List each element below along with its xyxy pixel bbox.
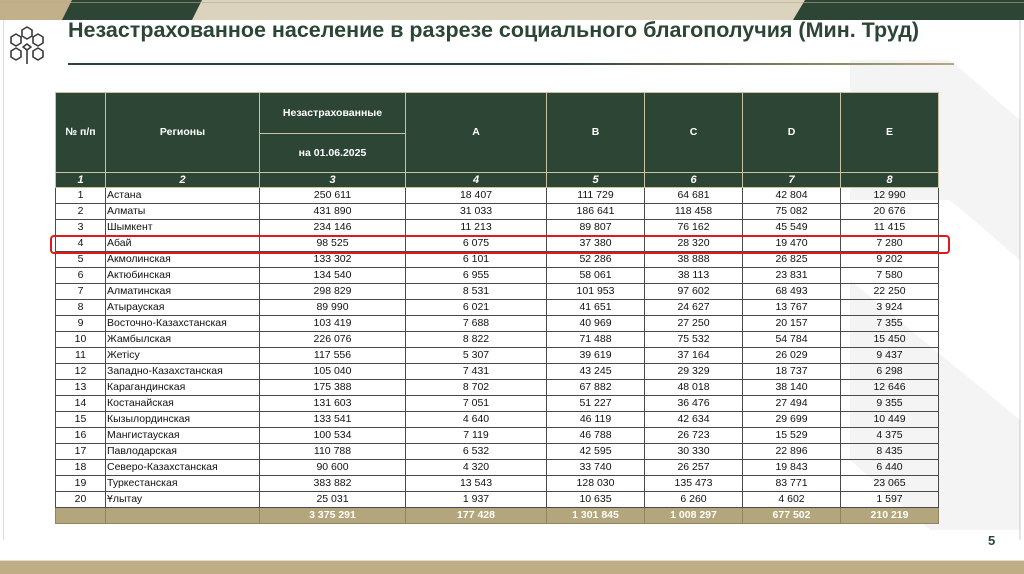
row-col-d: 23 831 <box>743 268 841 284</box>
row-number: 14 <box>56 396 106 412</box>
table-row <box>56 284 939 300</box>
table-row <box>56 444 939 460</box>
row-region: Абай <box>106 236 260 252</box>
row-region: Алматы <box>106 204 260 220</box>
row-col-b: 41 651 <box>547 300 645 316</box>
row-number: 17 <box>56 444 106 460</box>
row-col-c: 37 164 <box>645 348 743 364</box>
header-col-b: B <box>547 93 645 173</box>
row-uninsured-total: 89 990 <box>260 300 406 316</box>
col-index: 2 <box>106 173 260 188</box>
top-band-gold <box>0 0 72 20</box>
table-row <box>56 476 939 492</box>
row-col-c: 64 681 <box>645 188 743 204</box>
row-uninsured-total: 98 525 <box>260 236 406 252</box>
header-region: Регионы <box>106 93 260 173</box>
row-region: Жетісу <box>106 348 260 364</box>
row-col-b: 52 286 <box>547 252 645 268</box>
table-row <box>56 252 939 268</box>
header-uninsured-title: Незастрахованные <box>260 93 406 134</box>
ministry-logo-icon <box>8 22 46 66</box>
row-col-e: 20 676 <box>841 204 939 220</box>
left-border-rule <box>3 20 4 540</box>
row-number: 10 <box>56 332 106 348</box>
row-region: Атырауская <box>106 300 260 316</box>
row-col-a: 13 543 <box>406 476 547 492</box>
row-col-e: 22 250 <box>841 284 939 300</box>
row-number: 15 <box>56 412 106 428</box>
table-row <box>56 268 939 284</box>
row-col-a: 7 051 <box>406 396 547 412</box>
row-col-b: 89 807 <box>547 220 645 236</box>
table-row <box>56 204 939 220</box>
row-number: 19 <box>56 476 106 492</box>
row-col-a: 1 937 <box>406 492 547 508</box>
total-row-col-e: 210 219 <box>841 508 939 524</box>
row-col-c: 6 260 <box>645 492 743 508</box>
row-col-e: 12 990 <box>841 188 939 204</box>
row-col-c: 38 888 <box>645 252 743 268</box>
row-col-c: 29 329 <box>645 364 743 380</box>
row-col-d: 29 699 <box>743 412 841 428</box>
header-col-d: D <box>743 93 841 173</box>
row-col-d: 4 602 <box>743 492 841 508</box>
row-number: 16 <box>56 428 106 444</box>
row-uninsured-total: 383 882 <box>260 476 406 492</box>
col-index: 8 <box>841 173 939 188</box>
row-number: 11 <box>56 348 106 364</box>
row-col-a: 6 532 <box>406 444 547 460</box>
row-region: Астана <box>106 188 260 204</box>
row-uninsured-total: 131 603 <box>260 396 406 412</box>
row-col-b: 186 641 <box>547 204 645 220</box>
row-col-d: 19 470 <box>743 236 841 252</box>
table-row <box>56 492 939 508</box>
row-uninsured-total: 134 540 <box>260 268 406 284</box>
row-col-d: 26 029 <box>743 348 841 364</box>
row-col-a: 4 320 <box>406 460 547 476</box>
table-row <box>56 348 939 364</box>
row-col-c: 28 320 <box>645 236 743 252</box>
row-col-c: 30 330 <box>645 444 743 460</box>
row-col-c: 24 627 <box>645 300 743 316</box>
uninsured-population-table <box>55 92 939 524</box>
table-row <box>56 428 939 444</box>
row-col-a: 7 119 <box>406 428 547 444</box>
row-col-d: 19 843 <box>743 460 841 476</box>
row-col-c: 97 602 <box>645 284 743 300</box>
row-col-e: 8 435 <box>841 444 939 460</box>
row-col-e: 4 375 <box>841 428 939 444</box>
row-uninsured-total: 25 031 <box>260 492 406 508</box>
table-row <box>56 332 939 348</box>
row-col-d: 13 767 <box>743 300 841 316</box>
row-region: Алматинская <box>106 284 260 300</box>
row-number: 3 <box>56 220 106 236</box>
row-col-b: 40 969 <box>547 316 645 332</box>
row-uninsured-total: 90 600 <box>260 460 406 476</box>
row-number: 7 <box>56 284 106 300</box>
bottom-band-highlight <box>0 560 1024 561</box>
row-col-b: 37 380 <box>547 236 645 252</box>
row-col-d: 54 784 <box>743 332 841 348</box>
row-col-a: 8 822 <box>406 332 547 348</box>
bottom-decorative-band <box>0 560 1024 574</box>
row-number: 9 <box>56 316 106 332</box>
row-col-e: 11 415 <box>841 220 939 236</box>
row-col-e: 7 280 <box>841 236 939 252</box>
row-uninsured-total: 133 302 <box>260 252 406 268</box>
table-row <box>56 300 939 316</box>
row-col-a: 6 101 <box>406 252 547 268</box>
row-col-a: 18 407 <box>406 188 547 204</box>
row-col-d: 83 771 <box>743 476 841 492</box>
row-col-c: 38 113 <box>645 268 743 284</box>
table-row <box>56 412 939 428</box>
table-row <box>56 188 939 204</box>
row-uninsured-total: 100 534 <box>260 428 406 444</box>
title-underline <box>68 63 954 65</box>
row-region: Карагандинская <box>106 380 260 396</box>
row-uninsured-total: 103 419 <box>260 316 406 332</box>
row-col-d: 18 737 <box>743 364 841 380</box>
row-region: Жамбылская <box>106 332 260 348</box>
row-col-b: 128 030 <box>547 476 645 492</box>
row-col-d: 27 494 <box>743 396 841 412</box>
table-row <box>56 396 939 412</box>
row-col-e: 1 597 <box>841 492 939 508</box>
row-col-d: 22 896 <box>743 444 841 460</box>
totals-row <box>56 508 939 524</box>
row-col-a: 8 702 <box>406 380 547 396</box>
row-col-b: 58 061 <box>547 268 645 284</box>
row-number: 20 <box>56 492 106 508</box>
row-col-a: 11 213 <box>406 220 547 236</box>
row-col-c: 36 476 <box>645 396 743 412</box>
total-row-uninsured-total: 3 375 291 <box>260 508 406 524</box>
row-col-e: 15 450 <box>841 332 939 348</box>
col-index: 4 <box>406 173 547 188</box>
row-number: 2 <box>56 204 106 220</box>
row-col-e: 9 437 <box>841 348 939 364</box>
row-region: Западно-Казахстанская <box>106 364 260 380</box>
row-uninsured-total: 110 788 <box>260 444 406 460</box>
row-uninsured-total: 117 556 <box>260 348 406 364</box>
row-col-b: 43 245 <box>547 364 645 380</box>
row-uninsured-total: 175 388 <box>260 380 406 396</box>
row-col-e: 6 440 <box>841 460 939 476</box>
row-col-a: 5 307 <box>406 348 547 364</box>
row-uninsured-total: 431 890 <box>260 204 406 220</box>
row-uninsured-total: 105 040 <box>260 364 406 380</box>
row-col-c: 26 257 <box>645 460 743 476</box>
row-col-a: 6 075 <box>406 236 547 252</box>
row-uninsured-total: 298 829 <box>260 284 406 300</box>
row-col-d: 45 549 <box>743 220 841 236</box>
row-region: Акмолинская <box>106 252 260 268</box>
table-row <box>56 460 939 476</box>
row-uninsured-total: 133 541 <box>260 412 406 428</box>
row-col-d: 20 157 <box>743 316 841 332</box>
row-col-b: 46 788 <box>547 428 645 444</box>
col-index: 5 <box>547 173 645 188</box>
row-uninsured-total: 226 076 <box>260 332 406 348</box>
row-region: Павлодарская <box>106 444 260 460</box>
row-col-d: 42 804 <box>743 188 841 204</box>
total-row-col-a: 177 428 <box>406 508 547 524</box>
row-col-e: 10 449 <box>841 412 939 428</box>
row-col-a: 6 955 <box>406 268 547 284</box>
row-col-c: 75 532 <box>645 332 743 348</box>
row-region: Северо-Казахстанская <box>106 460 260 476</box>
row-col-b: 33 740 <box>547 460 645 476</box>
row-col-a: 7 688 <box>406 316 547 332</box>
col-index: 6 <box>645 173 743 188</box>
row-col-e: 6 298 <box>841 364 939 380</box>
total-row-col-d: 677 502 <box>743 508 841 524</box>
table-row <box>56 236 939 252</box>
top-band-line <box>0 2 1024 3</box>
row-col-b: 111 729 <box>547 188 645 204</box>
row-col-b: 46 119 <box>547 412 645 428</box>
header-col-a: A <box>406 93 547 173</box>
row-col-e: 3 924 <box>841 300 939 316</box>
row-region: Кызылординская <box>106 412 260 428</box>
row-region: Туркестанская <box>106 476 260 492</box>
row-col-d: 68 493 <box>743 284 841 300</box>
row-col-d: 15 529 <box>743 428 841 444</box>
row-col-e: 12 646 <box>841 380 939 396</box>
row-col-e: 9 202 <box>841 252 939 268</box>
row-uninsured-total: 234 146 <box>260 220 406 236</box>
row-number: 8 <box>56 300 106 316</box>
page-number: 5 <box>988 533 996 548</box>
row-col-c: 48 018 <box>645 380 743 396</box>
row-number: 4 <box>56 236 106 252</box>
total-row-col-b: 1 301 845 <box>547 508 645 524</box>
slide-title: Незастрахованное население в разрезе социального благополучия (Мин. Труд) <box>68 18 920 42</box>
table-row <box>56 380 939 396</box>
row-number: 1 <box>56 188 106 204</box>
row-col-d: 75 082 <box>743 204 841 220</box>
header-col-e: E <box>841 93 939 173</box>
col-index: 1 <box>56 173 106 188</box>
row-col-e: 9 355 <box>841 396 939 412</box>
row-col-a: 7 431 <box>406 364 547 380</box>
row-col-e: 7 355 <box>841 316 939 332</box>
row-col-c: 135 473 <box>645 476 743 492</box>
row-region: Костанайская <box>106 396 260 412</box>
row-col-b: 71 488 <box>547 332 645 348</box>
row-col-b: 39 619 <box>547 348 645 364</box>
row-col-b: 51 227 <box>547 396 645 412</box>
row-col-d: 38 140 <box>743 380 841 396</box>
column-index-row <box>56 173 939 188</box>
total-row-number <box>56 508 106 524</box>
row-region: Актюбинская <box>106 268 260 284</box>
row-region: Мангистауская <box>106 428 260 444</box>
table-row <box>56 316 939 332</box>
row-col-c: 118 458 <box>645 204 743 220</box>
row-region: Ұлытау <box>106 492 260 508</box>
col-index: 7 <box>743 173 841 188</box>
row-col-c: 42 634 <box>645 412 743 428</box>
row-col-c: 76 162 <box>645 220 743 236</box>
table-row <box>56 220 939 236</box>
row-col-a: 4 640 <box>406 412 547 428</box>
row-col-b: 42 595 <box>547 444 645 460</box>
row-col-e: 23 065 <box>841 476 939 492</box>
total-row-region <box>106 508 260 524</box>
row-region: Восточно-Казахстанская <box>106 316 260 332</box>
row-number: 6 <box>56 268 106 284</box>
header-col-c: C <box>645 93 743 173</box>
row-number: 5 <box>56 252 106 268</box>
row-col-c: 27 250 <box>645 316 743 332</box>
row-col-a: 6 021 <box>406 300 547 316</box>
header-uninsured-date: на 01.06.2025 <box>260 134 406 173</box>
row-col-d: 26 825 <box>743 252 841 268</box>
row-col-c: 26 723 <box>645 428 743 444</box>
row-col-b: 67 882 <box>547 380 645 396</box>
row-number: 12 <box>56 364 106 380</box>
row-col-b: 101 953 <box>547 284 645 300</box>
row-number: 18 <box>56 460 106 476</box>
table-row <box>56 364 939 380</box>
row-col-b: 10 635 <box>547 492 645 508</box>
header-number: № п/п <box>56 93 106 173</box>
row-uninsured-total: 250 611 <box>260 188 406 204</box>
row-col-e: 7 580 <box>841 268 939 284</box>
row-col-a: 8 531 <box>406 284 547 300</box>
total-row-col-c: 1 008 297 <box>645 508 743 524</box>
row-region: Шымкент <box>106 220 260 236</box>
col-index: 3 <box>260 173 406 188</box>
row-col-a: 31 033 <box>406 204 547 220</box>
row-number: 13 <box>56 380 106 396</box>
